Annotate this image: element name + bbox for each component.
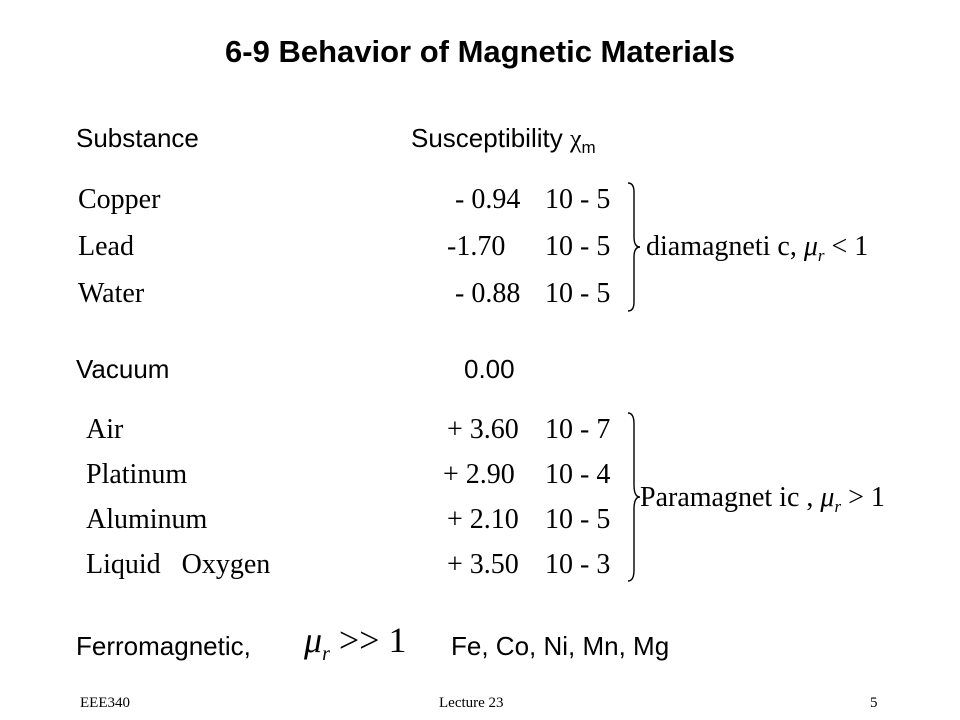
susceptibility-value: - 0.94 bbox=[455, 184, 521, 215]
substance-header: Substance bbox=[76, 123, 199, 153]
ferromagnetic-elements: Fe, Co, Ni, Mn, Mg bbox=[451, 631, 670, 661]
susceptibility-value: - 0.88 bbox=[455, 278, 521, 309]
substance-name: Liquid Oxygen bbox=[86, 549, 271, 580]
power-of-ten: 10 - 3 bbox=[545, 549, 611, 580]
relation: >> 1 bbox=[338, 620, 407, 660]
power-of-ten: 10 - 7 bbox=[545, 414, 611, 445]
susceptibility-header bbox=[411, 123, 596, 157]
power-of-ten: 10 - 5 bbox=[545, 231, 611, 262]
vacuum-value: 0.00 bbox=[464, 354, 515, 384]
susceptibility-value: + 3.60 bbox=[447, 414, 519, 445]
susceptibility-value: + 2.10 bbox=[447, 504, 519, 535]
susceptibility-value: + 3.50 bbox=[447, 549, 519, 580]
substance-name: Lead bbox=[78, 231, 134, 262]
diamagnetic-label bbox=[646, 231, 869, 265]
paramagnetic-text: Paramagnet ic , bbox=[640, 482, 814, 513]
mu-subscript: r bbox=[834, 497, 842, 516]
chi-subscript: m bbox=[581, 138, 596, 157]
substance-name: Platinum bbox=[86, 459, 188, 490]
power-of-ten: 10 - 5 bbox=[545, 504, 611, 535]
diamagnetic-text: diamagneti c, bbox=[646, 231, 797, 262]
mu-symbol: μ bbox=[304, 620, 323, 660]
mu-symbol: μ bbox=[820, 482, 835, 513]
susceptibility-value: + 2.90 bbox=[443, 459, 515, 490]
footer-course: EEE340 bbox=[80, 695, 130, 711]
ferromagnetic-relation bbox=[304, 620, 407, 665]
footer-lecture: Lecture 23 bbox=[439, 695, 504, 711]
diamagnetic-brace bbox=[627, 182, 641, 312]
slide-title: 6-9 Behavior of Magnetic Materials bbox=[225, 34, 735, 69]
mu-subscript: r bbox=[322, 643, 330, 665]
relation: < 1 bbox=[831, 231, 869, 262]
paramagnetic-brace bbox=[627, 412, 641, 582]
power-of-ten: 10 - 5 bbox=[545, 278, 611, 309]
footer-page-number: 5 bbox=[870, 695, 878, 711]
mu-subscript: r bbox=[817, 246, 825, 265]
susceptibility-label: Susceptibility bbox=[411, 123, 563, 153]
chi-symbol: χ bbox=[569, 124, 582, 153]
substance-name: Aluminum bbox=[86, 504, 208, 535]
substance-name: Water bbox=[78, 278, 145, 309]
substance-name: Copper bbox=[78, 184, 161, 215]
power-of-ten: 10 - 4 bbox=[545, 459, 611, 490]
vacuum-label: Vacuum bbox=[76, 354, 170, 384]
relation: > 1 bbox=[848, 482, 885, 513]
paramagnetic-label bbox=[640, 482, 885, 516]
substance-name: Air bbox=[86, 414, 124, 445]
mu-symbol: μ bbox=[803, 231, 818, 262]
susceptibility-value: -1.70 bbox=[447, 231, 506, 262]
ferromagnetic-label: Ferromagnetic, bbox=[76, 631, 251, 661]
power-of-ten: 10 - 5 bbox=[545, 184, 611, 215]
